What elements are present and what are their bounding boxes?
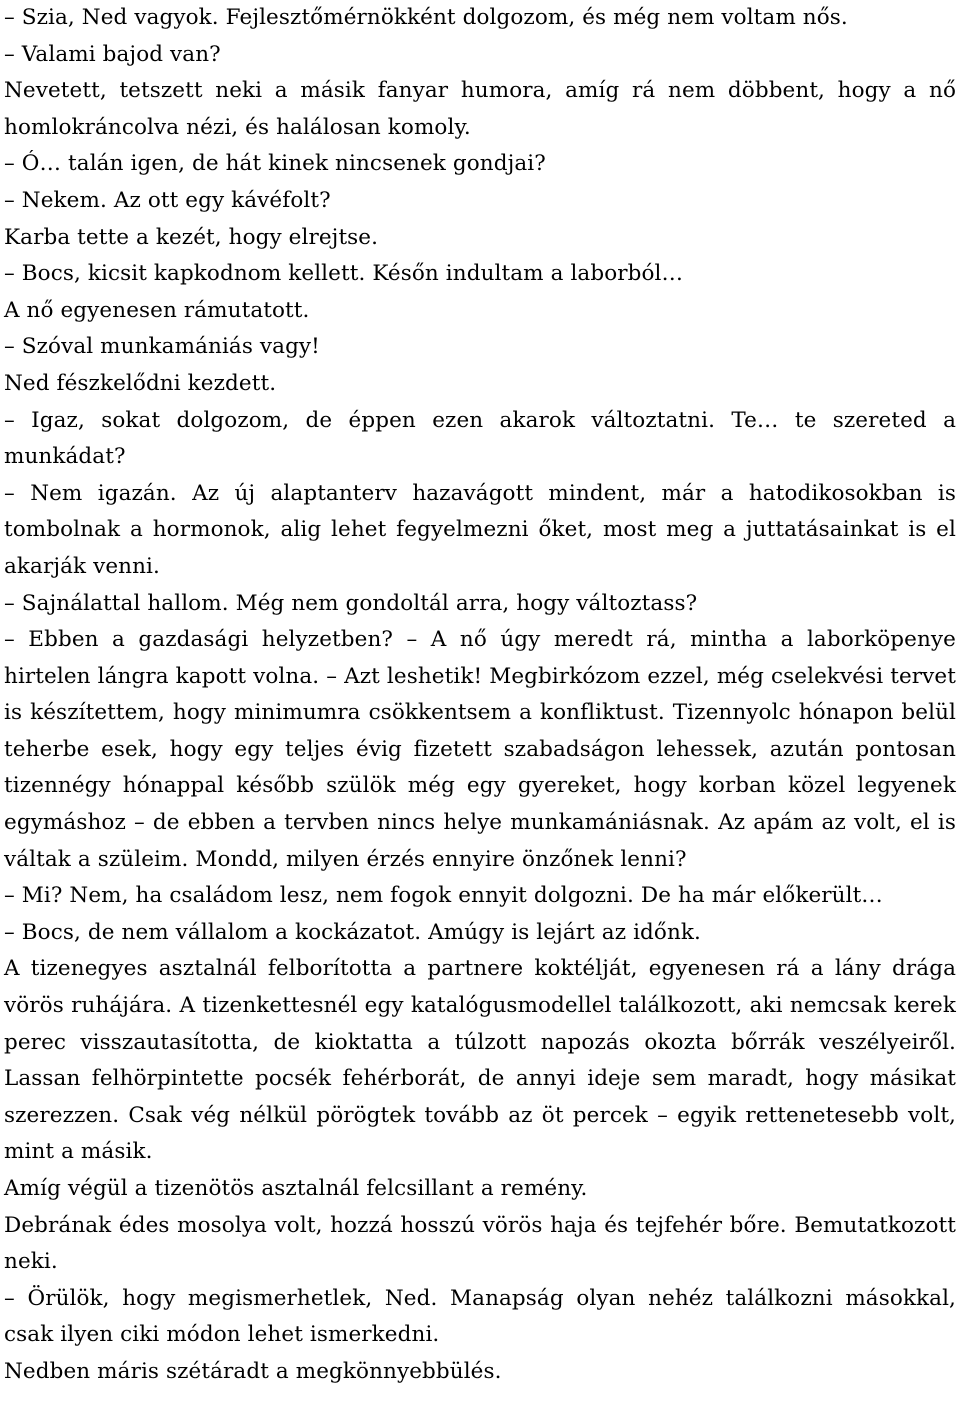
paragraph: – Ó… talán igen, de hát kinek nincsenek gondjai?: [4, 151, 546, 177]
paragraph: – Örülök, hogy megismerhetlek, Ned. Manapság olyan nehéz találkozni másokkal, csak ilyen ciki módon lehet ismerkedni.: [4, 1285, 956, 1348]
paragraph: Nedben máris szétáradt a megkönnyebbülés.: [4, 1358, 502, 1384]
paragraph: A nő egyenesen rámutatott.: [4, 297, 310, 323]
paragraph: – Ebben a gazdasági helyzetben? – A nő úgy meredt rá, mintha a laborköpenye hirtelen lángra kapott volna. – Azt leshetik! Megbirkózom ezzel, még cselekvési tervet is készítettem, hogy minimumra csökkentsem a konfliktust. Tizennyolc hónapon belül teherbe esek, hogy egy teljes évig fizetett szabadságon lehessek, azután pontosan tizennégy hónappal később szülök még egy gyereket, hogy korban közel legyenek egymáshoz – de ebben a tervben nincs helye munkamániásnak. Az apám az volt, el is váltak a szüleim. Mondd, milyen érzés ennyire önzőnek lenni?: [4, 627, 956, 872]
paragraph: – Szia, Ned vagyok. Fejlesztőmérnökként dolgozom, és még nem voltam nős.: [4, 5, 848, 30]
paragraph: Nevetett, tetszett neki a másik fanyar humora, amíg rá nem döbbent, hogy a nő homlokráncolva nézi, és halálosan komoly.: [4, 78, 956, 140]
paragraph: – Mi? Nem, ha családom lesz, nem fogok ennyit dolgozni. De ha már előkerült…: [4, 883, 883, 909]
paragraph: – Nem igazán. Az új alaptanterv hazavágott mindent, már a hatodikosokban is tombolnak a hormonok, alig lehet fegyelmezni őket, most meg a juttatásainkat is el akarják venni.: [4, 480, 956, 579]
paragraph: – Igaz, sokat dolgozom, de éppen ezen akarok változtatni. Te… te szereted a munkádat?: [4, 407, 956, 470]
paragraph: Debrának édes mosolya volt, hozzá hosszú vörös haja és tejfehér bőre. Bemutatkozott neki.: [4, 1212, 956, 1275]
paragraph: – Bocs, de nem vállalom a kockázatot. Amúgy is lejárt az időnk.: [4, 919, 701, 945]
paragraph: Ned fészkelődni kezdett.: [4, 370, 277, 396]
paragraph: A tizenegyes asztalnál felborította a partnere koktélját, egyenesen rá a lány drága vörös ruhájára. A tizenkettesnél egy katalógusmodellel találkozott, aki nemcsak kerek perec visszautasította, de kioktatta a túlzott napozás okozta bőrrák veszélyeiről. Lassan felhörpintette pocsék fehérborát, de annyi ideje sem maradt, hogy másikat szerezzen. Csak vég nélkül pörögtek tovább az öt percek – egyik rettenetesebb volt, mint a másik.: [4, 956, 956, 1165]
paragraph: Amíg végül a tizenötös asztalnál felcsillant a remény.: [4, 1176, 588, 1201]
paragraph: – Szóval munkamániás vagy!: [4, 334, 320, 360]
paragraph: Karba tette a kezét, hogy elrejtse.: [4, 224, 379, 250]
paragraph: – Sajnálattal hallom. Még nem gondoltál arra, hogy változtass?: [4, 590, 698, 616]
paragraph: – Bocs, kicsit kapkodnom kellett. Későn indultam a laborból…: [4, 261, 684, 287]
document-page: [4, 0, 956, 1391]
paragraph: – Nekem. Az ott egy kávéfolt?: [4, 187, 331, 213]
paragraph: – Valami bajod van?: [4, 41, 221, 67]
